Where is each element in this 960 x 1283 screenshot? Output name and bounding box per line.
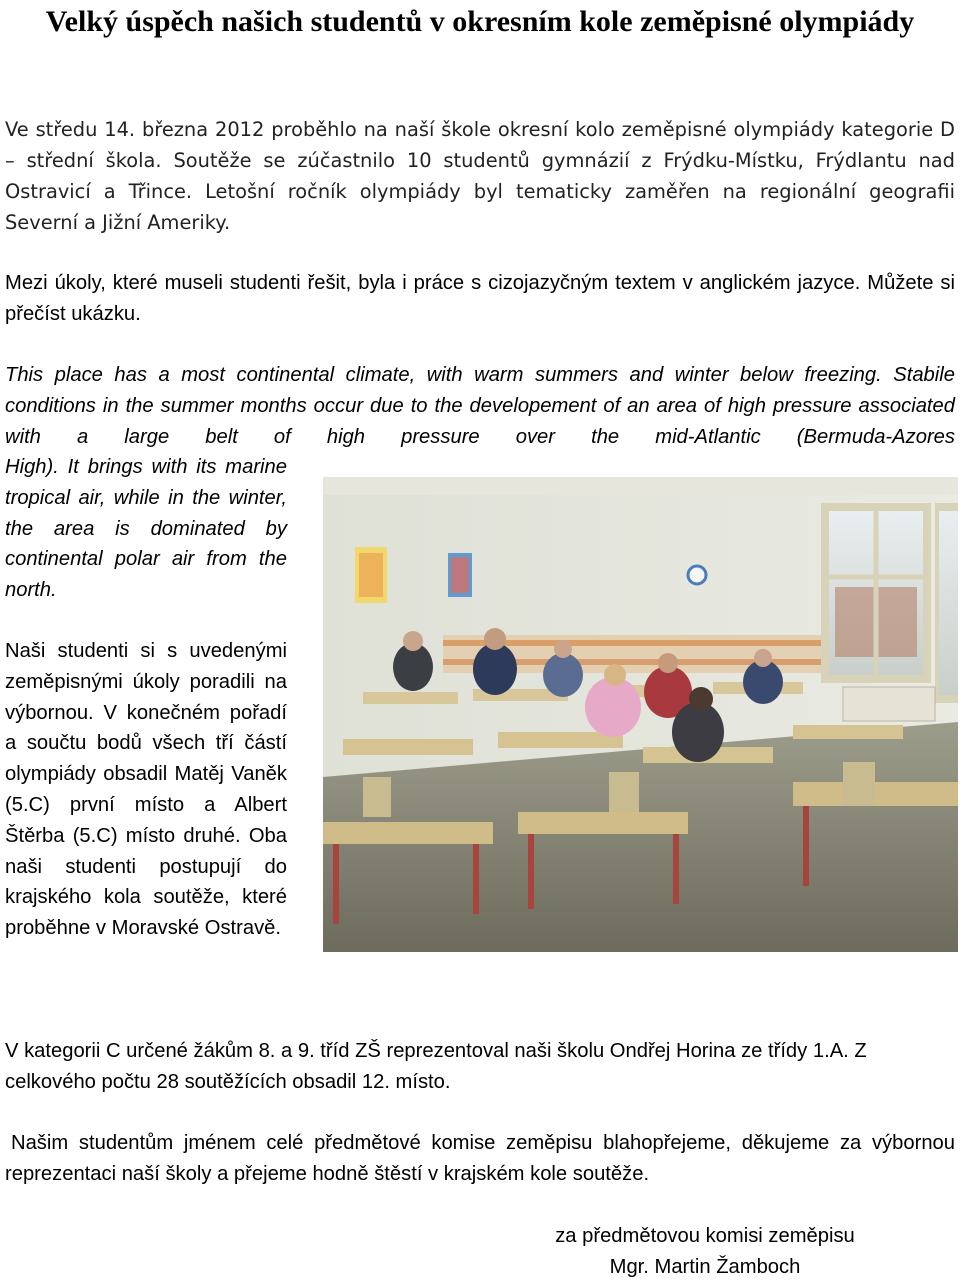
thanks-paragraph: Našim studentům jménem celé předmětové komise zeměpisu blahopřejeme, děkujeme za výbornou reprezentaci naší školy a přejeme hodně štěstí v krajském kole soutěže. xyxy=(5,1132,955,1185)
english-sample-text-bottom: High). It brings with its marine tropical air, while in the winter, the area is dominated by continental polar air from the north. xyxy=(5,456,287,602)
category-c-paragraph: V kategorii C určené žákům 8. a 9. tříd ZŠ reprezentoval naši školu Ondřej Horina ze třídy 1.A. Z celkového počtu 28 soutěžících obsadil 12. místo. xyxy=(5,1040,867,1093)
signature-author: Mgr. Martin Žamboch xyxy=(609,1255,801,1278)
tasks-paragraph: Mezi úkoly, které museli studenti řešit, byla i práce s cizojazyčným textem v anglickém jazyce. Můžete si přečíst ukázku. xyxy=(5,272,955,325)
signature xyxy=(525,1221,885,1283)
signature-committee: za předmětovou komisi zeměpisu xyxy=(555,1225,855,1247)
results-paragraph: Naši studenti si s uvedenými zeměpisnými úkoly poradili na výbornou. V konečném pořadí a součtu bodů všech tří částí olympiády obsadil Matěj Vaněk (5.C) první místo a Albert Štěrba (5.C) místo druhé. Oba naši studenti postupují do krajského kola soutěže, které proběhne v Moravské Ostravě. xyxy=(5,640,287,940)
english-sample-text-top: This place has a most continental climate, with warm summers and winter below freezing. Stabile conditions in the summer months occur due to the developement of an area of high pressure associated with a large belt of high pressure over the mid-Atlantic (Bermuda-Azores xyxy=(5,364,955,448)
article-title: Velký úspěch našich studentů v okresním kole zeměpisné olympiády xyxy=(45,5,915,38)
classroom-photo xyxy=(323,477,958,952)
intro-paragraph: Ve středu 14. března 2012 proběhlo na naší škole okresní kolo zeměpisné olympiády kategorie D – střední škola. Soutěže se zúčastnilo 10 studentů gymnázií z Frýdku-Místku, Frýdlantu nad Ostravicí a Třince. Letošní ročník olympiády byl tematicky zaměřen na regionální geografii Severní a Jižní Ameriky. xyxy=(5,118,955,234)
